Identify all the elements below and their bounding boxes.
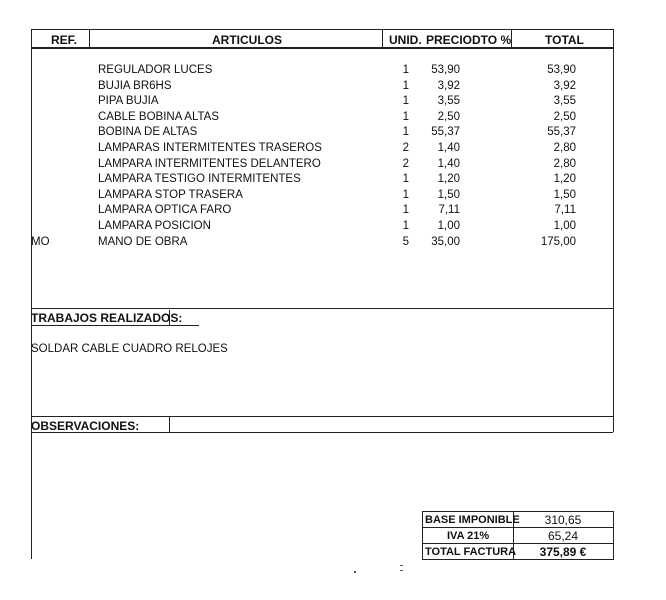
row-unid: 1: [402, 188, 409, 201]
row-description: MANO DE OBRA: [98, 235, 188, 248]
row-description: LAMPARA POSICION: [98, 220, 211, 232]
row-total: 2,50: [553, 110, 576, 123]
trabajos-top-border: [31, 308, 613, 309]
row-unid: 2: [402, 142, 409, 154]
header-dto: DTO %: [472, 33, 512, 47]
row-unid: 1: [402, 95, 409, 108]
totals-top-border: [422, 511, 614, 512]
frame-right-border: [613, 29, 614, 432]
frame-left-border: [31, 29, 32, 559]
row-precio: 3,55: [437, 95, 460, 108]
trabajos-label: TRABAJOS REALIZADOS:: [31, 311, 183, 325]
row-description: LAMPARA INTERMITENTES DELANTERO: [98, 157, 321, 170]
row-total: 55,37: [547, 126, 576, 139]
row-precio: 7,11: [438, 204, 460, 217]
row-unid: 5: [402, 235, 409, 248]
iva-value: 65,24: [547, 529, 579, 543]
scan-speck: [400, 565, 403, 566]
trabajos-text: SOLDAR CABLE CUADRO RELOJES: [31, 343, 228, 355]
row-description: BOBINA DE ALTAS: [98, 126, 198, 139]
row-unid: 1: [402, 220, 409, 232]
row-total: 7,11: [554, 204, 576, 217]
row-total: 3,92: [553, 79, 576, 92]
base-imponible-label: BASE IMPONIBLE: [425, 514, 520, 526]
iva-label: IVA 21%: [447, 530, 490, 542]
trabajos-label-underline: [31, 325, 170, 326]
row-precio: 1,00: [437, 220, 460, 232]
row-unid: 1: [402, 173, 409, 186]
header-ref: REF.: [51, 33, 78, 47]
row-total: 53,90: [547, 64, 576, 76]
row-total: 1,20: [553, 173, 576, 186]
header-divider-dto: [511, 29, 512, 48]
row-total: 175,00: [540, 235, 576, 248]
row-ref: MO: [31, 235, 50, 248]
row-precio: 1,40: [437, 142, 460, 154]
row-description: LAMPARAS INTERMITENTES TRASEROS: [98, 142, 322, 154]
observaciones-label: OBSERVACIONES:: [31, 419, 140, 433]
row-description: REGULADOR LUCES: [98, 64, 213, 76]
observaciones-top-border: [31, 416, 613, 417]
base-imponible-value: 310,65: [544, 513, 582, 527]
row-total: 3,55: [553, 95, 576, 108]
total-factura-label: TOTAL FACTURA: [425, 546, 517, 558]
row-precio: 1,50: [437, 188, 460, 201]
row-precio: 1,40: [437, 157, 460, 170]
row-unid: 1: [402, 204, 409, 217]
row-unid: 1: [402, 110, 409, 123]
row-precio: 53,90: [431, 64, 460, 76]
row-precio: 35,00: [431, 235, 460, 248]
header-precio: PRECIO: [426, 33, 473, 47]
row-total: 1,50: [553, 188, 576, 201]
header-articulos: ARTICULOS: [212, 33, 282, 47]
row-unid: 2: [402, 157, 409, 170]
header-divider-ref: [89, 29, 90, 48]
row-description: LAMPARA STOP TRASERA: [98, 188, 243, 201]
header-divider-articulos: [382, 29, 383, 48]
row-description: CABLE BOBINA ALTAS: [98, 110, 220, 123]
row-description: PIPA BUJIA: [98, 95, 159, 108]
totals-right-border: [613, 511, 614, 559]
totals-left-border: [422, 511, 423, 559]
total-factura-value: 375,89 €: [539, 545, 587, 559]
row-precio: 2,50: [437, 110, 460, 123]
header-top-border: [31, 29, 613, 30]
totals-row1-border: [422, 527, 614, 528]
row-description: LAMPARA OPTICA FARO: [98, 204, 232, 217]
row-description: BUJIA BR6HS: [98, 79, 172, 92]
row-total: 2,80: [553, 142, 576, 154]
row-unid: 1: [402, 64, 409, 76]
row-total: 1,00: [553, 220, 576, 232]
scan-speck: [400, 570, 403, 571]
totals-bottom-border: [422, 559, 614, 560]
row-precio: 55,37: [431, 126, 460, 139]
row-unid: 1: [402, 126, 409, 139]
row-unid: 1: [402, 79, 409, 92]
header-unid: UNID.: [389, 33, 422, 47]
row-total: 2,80: [553, 157, 576, 170]
totals-row2-border: [422, 543, 614, 544]
row-description: LAMPARA TESTIGO INTERMITENTES: [98, 173, 301, 186]
header-total: TOTAL: [545, 33, 584, 47]
observaciones-label-divider: [169, 417, 170, 433]
scan-speck: [354, 571, 356, 573]
row-precio: 3,92: [437, 79, 460, 92]
row-precio: 1,20: [437, 173, 460, 186]
trabajos-field-bottom: [169, 325, 199, 326]
header-bottom-border: [31, 47, 613, 49]
